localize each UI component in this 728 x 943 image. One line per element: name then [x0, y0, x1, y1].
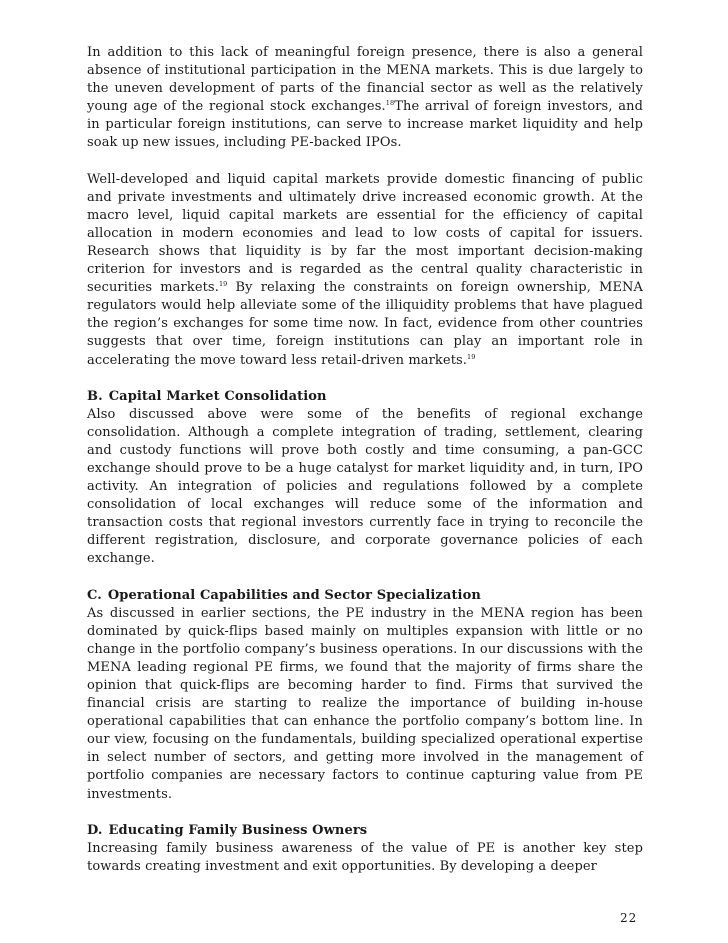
- section-body-d: Increasing family business awareness of the value of PE is another key step towards creating investment and exit opportunities. By developing a deeper: [87, 840, 643, 874]
- footnote-ref: 18: [385, 99, 395, 108]
- footnote-ref: 19: [218, 280, 228, 289]
- paragraph-capital-markets: [87, 171, 643, 370]
- spacer: [87, 804, 643, 822]
- section-letter: D.: [87, 822, 103, 838]
- section-letter: B.: [87, 388, 103, 404]
- section-heading-b: [87, 388, 643, 406]
- section-body-b: Also discussed above were some of the benefits of regional exchange consolidation. Although a complete integration of trading, settlement, clearing and custody functions will prove both costly and time consuming, a pan-GCC exchange should prove to be a huge catalyst for market liquidity and, in turn, IPO activity. An integration of policies and regulations followed by a complete consolidation of local exchanges will reduce some of the information and transaction costs that regional investors currently face in trying to reconcile the different registration, disclosure, and corporate governance policies of each exchange.: [87, 406, 643, 567]
- spacer: [87, 569, 643, 587]
- section-title: Capital Market Consolidation: [108, 388, 327, 404]
- section-letter: C.: [87, 587, 102, 603]
- paragraph-text: By relaxing the constraints on foreign ownership, MENA regulators would help alleviate some of the illiquidity problems that have plagued the region’s exchanges for some time now. In fact, evidence from other countries suggests that over time, foreign institutions can play an important role in accelerating the move toward less retail-driven markets.: [87, 280, 643, 368]
- page-number: 22: [620, 911, 638, 925]
- section-heading-c: [87, 587, 643, 605]
- paragraph-text: The arrival of foreign investors, and in particular foreign institutions, can serve to increase market liquidity and help soak up new issues, including PE-backed IPOs.: [87, 99, 644, 151]
- paragraph-text: In addition to this lack of meaningful foreign presence, there is also a general absence of institutional participation in the MENA markets. This is due largely to the uneven development of parts of the financial sector as well as the relatively young age of the regional stock exchanges.: [87, 45, 643, 115]
- spacer: [87, 370, 643, 388]
- footnote-ref: 19: [467, 352, 476, 361]
- section-body-c: As discussed in earlier sections, the PE industry in the MENA region has been dominated by quick-flips based mainly on multiples expansion with little or no change in the portfolio company’s business operations. In our discussions with the MENA leading regional PE firms, we found that the majority of firms share the opinion that quick-flips are becoming harder to find. Firms that survived the financial crisis are starting to realize the importance of building in-house operational capabilities that can enhance the portfolio company’s bottom line. In our view, focusing on the fundamentals, building specialized operational expertise in select number of sectors, and getting more involved in the management of portfolio companies are necessary factors to continue capturing value from PE investments.: [87, 605, 643, 802]
- paragraph-foreign-presence: [87, 44, 643, 153]
- section-heading-d: [87, 822, 643, 840]
- section-title: Operational Capabilities and Sector Specialization: [107, 587, 481, 603]
- page-body: [87, 44, 643, 876]
- paragraph-text: Well-developed and liquid capital markets provide domestic financing of public and private investments and ultimately drive increased economic growth. At the macro level, liquid capital markets are essential for the efficiency of capital allocation in modern economies and lead to low costs of capital for issuers. Research shows that liquidity is by far the most important decision-making criterion for investors and is regarded as the central quality characteristic in securities markets.: [87, 171, 643, 296]
- section-title: Educating Family Business Owners: [108, 822, 368, 838]
- spacer: [87, 153, 643, 171]
